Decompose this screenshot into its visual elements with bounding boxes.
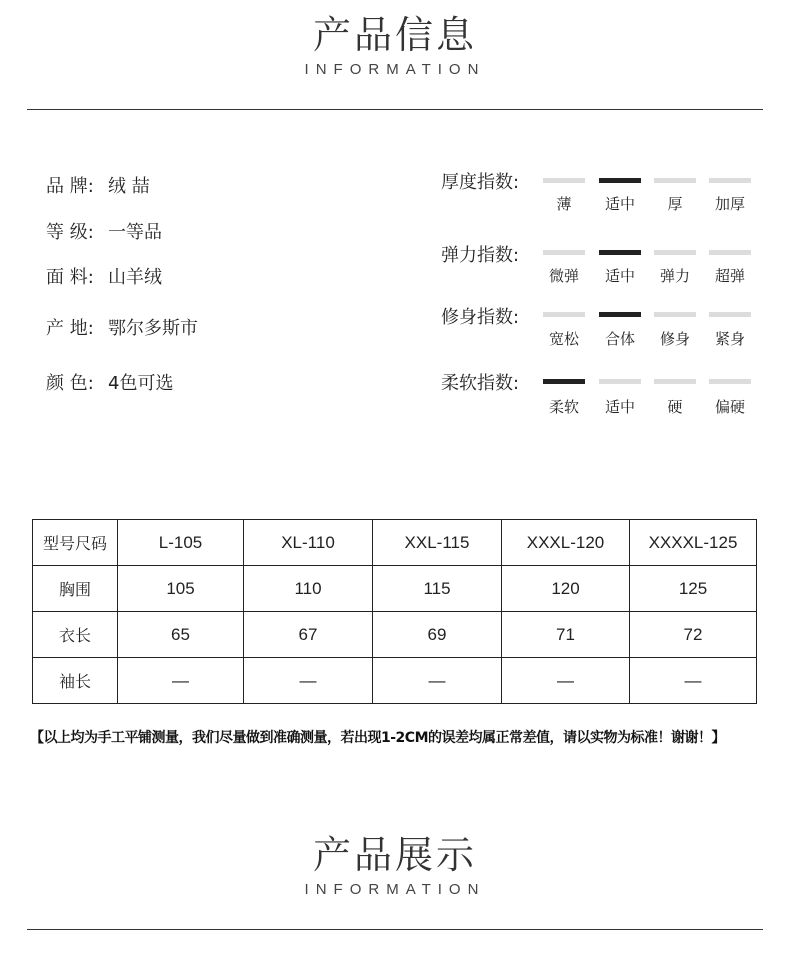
table-cell: 67	[244, 612, 373, 658]
index-bar	[599, 250, 641, 255]
info-section-title: 产品信息	[312, 13, 477, 57]
spec-origin	[46, 314, 198, 340]
table-cell: —	[373, 658, 502, 704]
info-section-subtitle: INFORMATION	[304, 61, 486, 78]
index-label-elasticity: 弹力指数:	[441, 245, 520, 266]
index-bar	[709, 312, 751, 317]
spec-value: 鄂尔多斯市	[108, 318, 198, 339]
table-cell: —	[244, 658, 373, 704]
table-cell: 71	[502, 612, 630, 658]
index-bar	[654, 250, 696, 255]
spec-fabric	[46, 263, 162, 289]
table-cell: 110	[244, 566, 373, 612]
table-row	[33, 658, 757, 704]
index-bar	[709, 178, 751, 183]
table-cell: 65	[118, 612, 244, 658]
spec-key: 颜 色:	[46, 373, 94, 394]
index-bar	[654, 379, 696, 384]
size-table	[32, 519, 757, 704]
index-option: 宽松	[548, 330, 579, 348]
index-label-softness: 柔软指数:	[441, 373, 520, 394]
spec-key: 等 级:	[46, 222, 94, 243]
index-option: 超弹	[714, 267, 745, 285]
index-option: 微弹	[548, 267, 579, 285]
index-option: 薄	[556, 195, 572, 213]
spec-brand	[46, 172, 150, 198]
index-label-fit: 修身指数:	[441, 307, 520, 328]
index-option: 适中	[604, 195, 635, 213]
table-header-cell: L-105	[118, 520, 244, 566]
table-row	[33, 566, 757, 612]
spec-value: 4色可选	[108, 373, 174, 394]
table-cell: 120	[502, 566, 630, 612]
spec-value: 一等品	[108, 222, 162, 243]
index-bar	[543, 250, 585, 255]
table-cell: 72	[630, 612, 757, 658]
index-option: 柔软	[548, 398, 579, 416]
index-bar	[709, 379, 751, 384]
table-row-label: 胸围	[33, 566, 118, 612]
table-header-cell: XXXL-120	[502, 520, 630, 566]
index-bar	[654, 178, 696, 183]
table-row-label: 袖长	[33, 658, 118, 704]
table-cell: 125	[630, 566, 757, 612]
index-bar	[599, 312, 641, 317]
index-option: 偏硬	[714, 398, 745, 416]
measurement-note: 【以上均为手工平铺测量，我们尽量做到准确测量，若出现1-2CM的误差均属正常差值，请以实物为标准！谢谢！】	[30, 730, 725, 746]
index-bar	[599, 379, 641, 384]
display-section-title: 产品展示	[312, 833, 477, 877]
index-bar	[543, 178, 585, 183]
spec-value: 山羊绒	[108, 267, 162, 288]
table-cell: —	[502, 658, 630, 704]
table-cell: 105	[118, 566, 244, 612]
display-divider	[27, 929, 763, 930]
table-header-cell: XXL-115	[373, 520, 502, 566]
display-section-subtitle: INFORMATION	[304, 881, 486, 898]
info-divider	[27, 109, 763, 110]
spec-color	[46, 369, 173, 395]
spec-grade	[46, 218, 162, 244]
index-option: 适中	[604, 267, 635, 285]
index-option: 硬	[667, 398, 683, 416]
index-bar	[654, 312, 696, 317]
index-option: 弹力	[659, 267, 690, 285]
index-label-thickness: 厚度指数:	[441, 172, 520, 193]
index-option: 修身	[659, 330, 690, 348]
index-option: 紧身	[714, 330, 745, 348]
spec-key: 产 地:	[46, 318, 94, 339]
index-option: 厚	[667, 195, 683, 213]
index-option: 适中	[604, 398, 635, 416]
spec-value: 绒 喆	[108, 176, 150, 197]
index-bar	[543, 379, 585, 384]
index-bar	[543, 312, 585, 317]
table-row-label: 衣长	[33, 612, 118, 658]
table-cell: —	[118, 658, 244, 704]
index-option: 合体	[604, 330, 635, 348]
table-cell: 115	[373, 566, 502, 612]
table-header-cell: XL-110	[244, 520, 373, 566]
index-bar	[599, 178, 641, 183]
index-bar	[709, 250, 751, 255]
table-header-cell: 型号尺码	[33, 520, 118, 566]
table-cell: 69	[373, 612, 502, 658]
table-header-row	[33, 520, 757, 566]
spec-key: 面 料:	[46, 267, 94, 288]
index-option: 加厚	[714, 195, 745, 213]
table-row	[33, 612, 757, 658]
spec-key: 品 牌:	[46, 176, 94, 197]
table-header-cell: XXXXL-125	[630, 520, 757, 566]
table-cell: —	[630, 658, 757, 704]
